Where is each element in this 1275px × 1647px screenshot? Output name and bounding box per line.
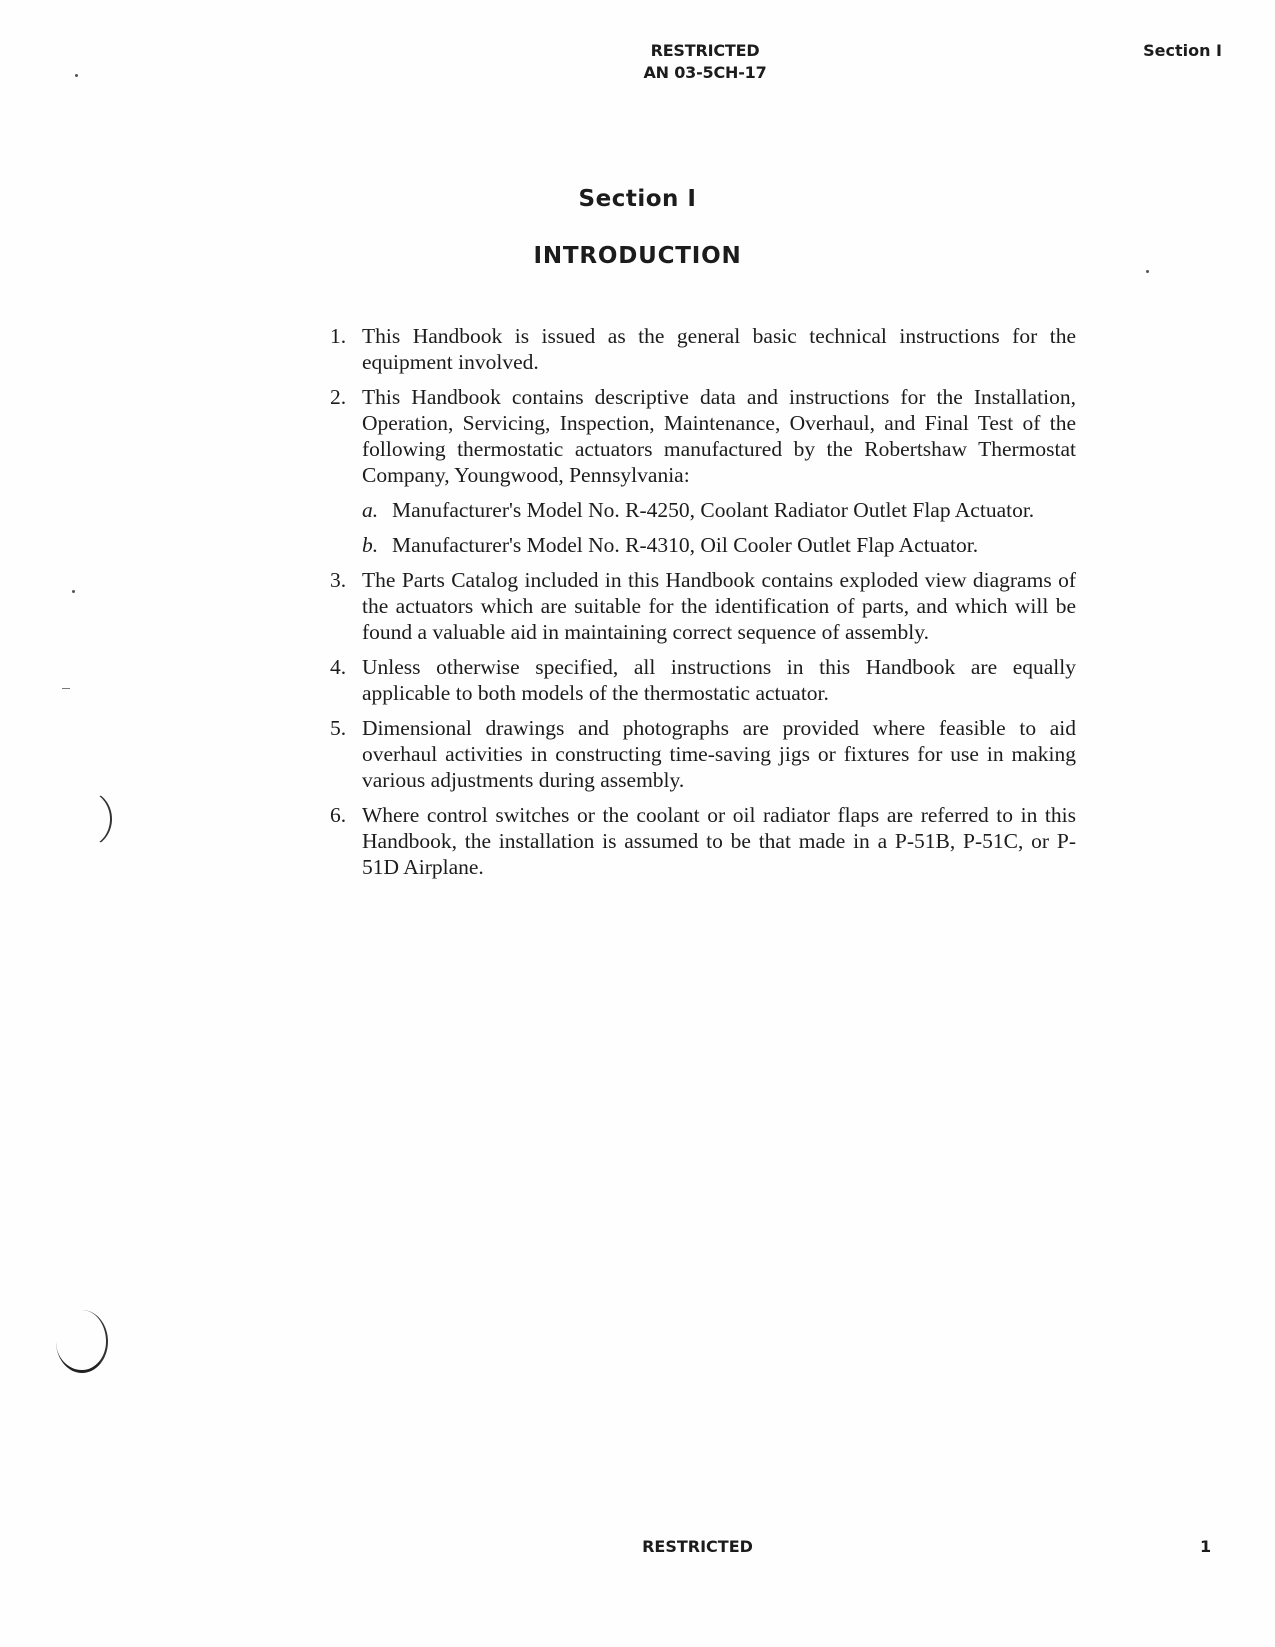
section-heading: INTRODUCTION [533, 243, 742, 269]
paragraph-text: Unless otherwise specified, all instructions in this Handbook are equally applicable to both models of the thermostatic actuator. [362, 655, 1076, 705]
header-section-label: Section I [1143, 41, 1222, 60]
paragraph-text: The Parts Catalog included in this Handbook contains exploded view diagrams of the actuators which are suitable for the identification of parts, and which will be found a valuable aid in maintaining correct sequence of assembly. [362, 568, 1076, 644]
page-header [560, 40, 850, 84]
footer-classification: RESTRICTED [642, 1537, 753, 1556]
scan-mark-icon [62, 688, 70, 689]
paragraph-1 [330, 323, 1076, 375]
header-document-number: AN 03-5CH-17 [643, 63, 767, 82]
scan-speck-icon [1146, 270, 1149, 273]
scan-speck-icon [75, 74, 78, 77]
paragraph-text: This Handbook is issued as the general basic technical instructions for the equipment involved. [362, 324, 1076, 374]
subitem-letter: a. [362, 498, 379, 522]
paragraph-5 [330, 715, 1076, 793]
paragraph-3 [330, 567, 1076, 645]
document-body [330, 323, 1076, 889]
paragraph-number: 2. [330, 385, 347, 409]
scan-speck-icon [72, 590, 75, 593]
binder-hole-mark-icon [56, 1310, 108, 1373]
paragraph-number: 6. [330, 803, 347, 827]
subitem-letter: b. [362, 533, 379, 557]
paragraph-4 [330, 654, 1076, 706]
binder-hole-mark-icon [58, 790, 112, 848]
paragraph-2 [330, 384, 1076, 488]
subitem-b [330, 532, 1076, 558]
subitem-text: Manufacturer's Model No. R-4250, Coolant Radiator Outlet Flap Actuator. [392, 498, 1035, 522]
paragraph-number: 5. [330, 716, 347, 740]
subitem-text: Manufacturer's Model No. R-4310, Oil Cooler Outlet Flap Actuator. [392, 533, 979, 557]
header-classification: RESTRICTED [650, 41, 760, 60]
section-title: Section I [578, 186, 697, 212]
paragraph-text: Where control switches or the coolant or oil radiator flaps are referred to in this Handbook, the installation is assumed to be that made in a P-51B, P-51C, or P-51D Airplane. [362, 803, 1076, 879]
paragraph-number: 1. [330, 324, 347, 348]
paragraph-6 [330, 802, 1076, 880]
subitem-a [330, 497, 1076, 523]
page-number: 1 [1200, 1537, 1212, 1556]
paragraph-number: 4. [330, 655, 347, 679]
paragraph-number: 3. [330, 568, 347, 592]
paragraph-text: This Handbook contains descriptive data and instructions for the Installation, Operation, Servicing, Inspection, Maintenance, Overhaul, and Final Test of the following thermostatic actuators manufactured by the Robertshaw Thermostat Company, Youngwood, Pennsylvania: [362, 385, 1076, 487]
paragraph-text: Dimensional drawings and photographs are provided where feasible to aid overhaul activities in constructing time-saving jigs or fixtures for use in making various adjustments during assembly. [362, 716, 1076, 792]
